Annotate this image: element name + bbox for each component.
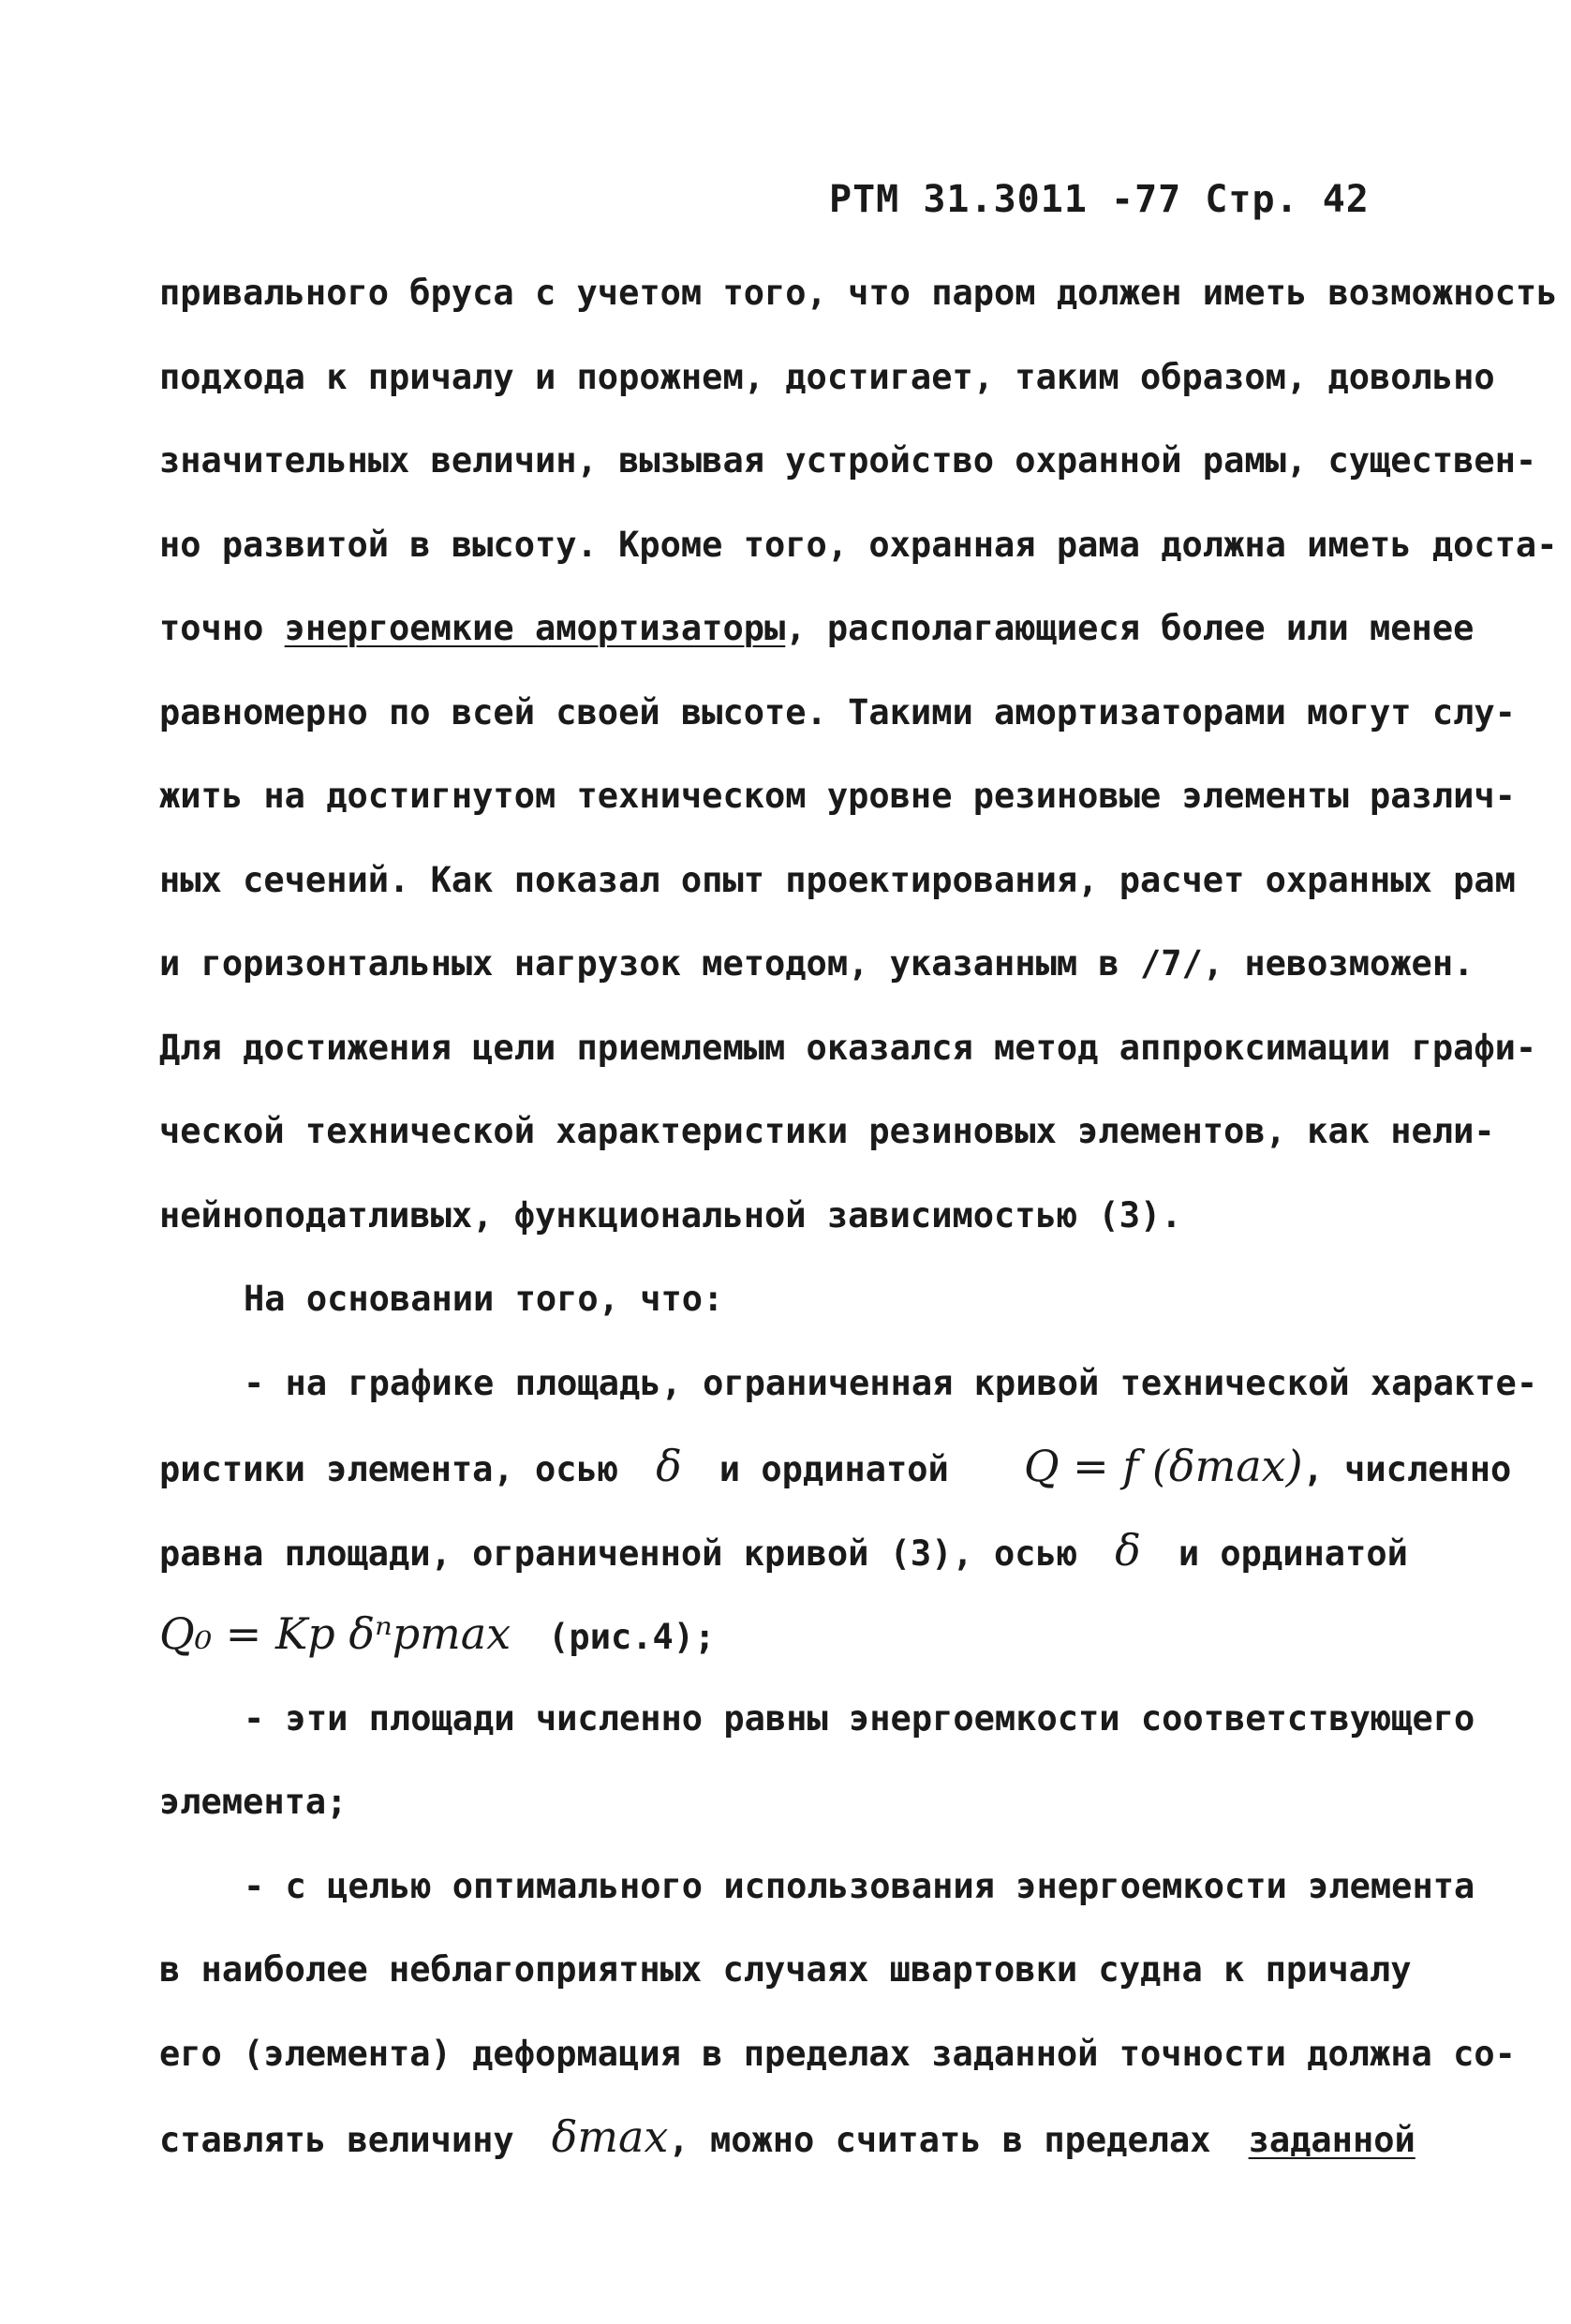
text-line: жить на достигнутом техническом уровне резиновые элементы различ-: [159, 776, 1516, 816]
list-item-line: - с целью оптимального использования энергоемкости элемента: [244, 1865, 1475, 1906]
body-text: [159, 251, 1558, 2180]
text-fragment: и ординатой: [719, 1449, 949, 1489]
paragraph-intro: На основании того, что:: [244, 1279, 724, 1319]
text-line: Для достижения цели приемлемым оказался метод аппроксимации графи-: [159, 1027, 1537, 1068]
text-fragment: ставлять величину: [159, 2120, 514, 2160]
text-line: подхода к причалу и порожнем, достигает, таким образом, довольно: [159, 356, 1495, 397]
text-fragment: точно: [159, 608, 285, 648]
list-item-line: [159, 2095, 1508, 2180]
formula-q-max: Q = f (δmax): [1023, 1441, 1303, 1491]
text-fragment: и ординатой: [1178, 1532, 1408, 1574]
text-line: значительных величин, вызывая устройство охранной рамы, существен-: [159, 440, 1537, 481]
text-fragment: , располагающиеся более или менее: [785, 608, 1475, 648]
page-header: РТМ 31.3011 -77 Стр. 42: [829, 178, 1370, 221]
text-line: нейноподатливых, функциональной зависимостью (3).: [159, 1194, 1182, 1236]
text-fragment: , можно считать в пределах: [668, 2120, 1211, 2160]
text-line: [159, 586, 1508, 671]
text-fragment: равна площади, ограниченной кривой (3), осью: [159, 1532, 1078, 1574]
delta-symbol: δ: [1115, 1524, 1141, 1576]
list-item-line: в наиболее неблагоприятных случаях швартовки судна к причалу: [159, 1949, 1412, 1990]
underlined-term: энергоемкие амортизаторы: [284, 608, 786, 648]
formula-delta-max: δmax: [551, 2111, 669, 2162]
list-item-line: - эти площади численно равны энергоемкости соответствующего: [244, 1697, 1475, 1739]
list-item-line: [159, 1509, 1508, 1593]
text-line: и горизонтальных нагрузок методом, указанным в /7/, невозможен.: [159, 943, 1475, 984]
text-fragment: ристики элемента, осью: [159, 1449, 619, 1489]
list-item-line: - на графике площадь, ограниченная кривой технической характе-: [244, 1362, 1538, 1403]
delta-symbol: δ: [656, 1441, 682, 1491]
formula-q0: Q₀ = Kp δⁿpmax: [159, 1608, 511, 1659]
list-item-line: [159, 1592, 1508, 1677]
text-line: равномерно по всей своей высоте. Такими амортизаторами могут слу-: [159, 691, 1516, 733]
list-item-line: элемента;: [159, 1782, 348, 1822]
text-fragment: (рис.4);: [548, 1617, 716, 1657]
list-item-line: его (элемента) деформация в пределах заданной точности должна со-: [159, 2033, 1516, 2074]
text-fragment: , численно: [1302, 1449, 1512, 1489]
text-line: ческой технической характеристики резиновых элементов, как нели-: [159, 1111, 1495, 1151]
text-line: ных сечений. Как показал опыт проектирования, расчет охранных рам: [159, 859, 1516, 900]
text-line: но развитой в высоту. Кроме того, охранная рама должна иметь доста-: [159, 524, 1558, 565]
list-item-line: [159, 1425, 1512, 1509]
text-line: привального бруса с учетом того, что паром должен иметь возможность: [159, 273, 1558, 313]
underlined-term: заданной: [1248, 2120, 1415, 2160]
